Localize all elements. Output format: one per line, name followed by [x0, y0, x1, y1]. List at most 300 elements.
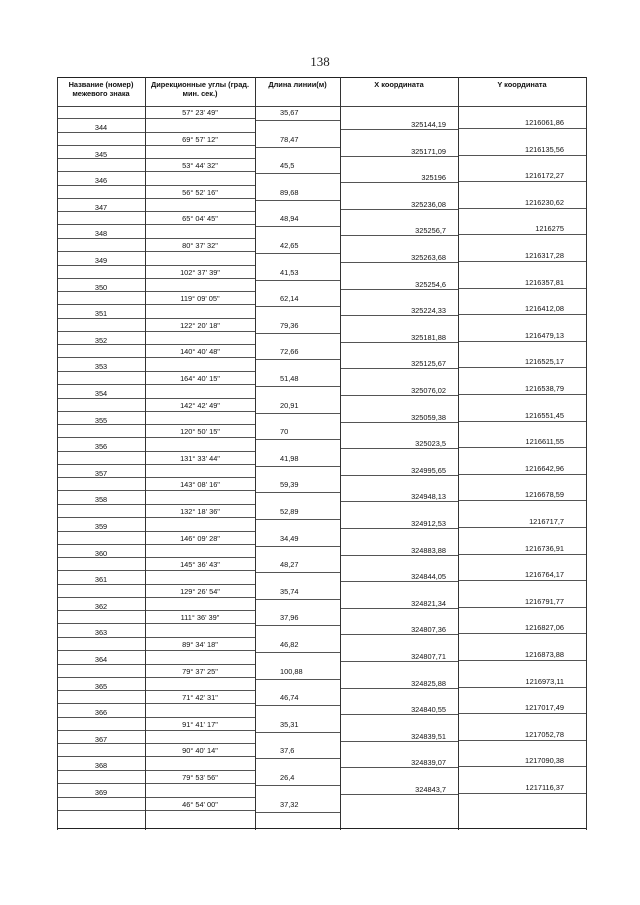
column-divider [145, 77, 146, 830]
row-divider [255, 572, 340, 573]
row-divider [57, 717, 145, 718]
boundary-mark-name: 344 [94, 123, 108, 132]
row-divider [57, 637, 145, 638]
y-coordinate: 1216973,11 [525, 676, 564, 686]
direction-angle: 119° 09' 05" [180, 294, 220, 304]
row-divider [57, 557, 145, 558]
direction-angle: 129° 26' 54" [180, 586, 220, 596]
row-divider [57, 650, 255, 651]
boundary-mark-name: 363 [94, 628, 108, 638]
row-divider [458, 474, 586, 475]
table-bottom-border [57, 828, 586, 829]
x-coordinate: 324948,13 [411, 492, 446, 502]
row-divider [255, 386, 340, 387]
line-length: 46,82 [280, 640, 299, 649]
row-divider [340, 395, 458, 396]
coordinates-table [57, 77, 586, 830]
row-divider [340, 342, 458, 343]
boundary-mark-name: 361 [94, 575, 108, 585]
row-divider [145, 504, 255, 505]
column-divider [458, 77, 459, 830]
row-divider [145, 477, 255, 478]
row-divider [145, 211, 255, 212]
row-divider [255, 652, 340, 653]
row-divider [340, 129, 458, 130]
direction-angle: 91° 41' 17" [182, 719, 218, 729]
x-coordinate: 325256,7 [415, 226, 446, 236]
line-length: 72,66 [280, 347, 299, 357]
row-divider [340, 581, 458, 582]
direction-angle: 145° 36' 43" [180, 560, 220, 570]
row-divider [458, 633, 586, 634]
y-coordinate: 1216736,91 [524, 543, 564, 553]
row-divider [57, 544, 255, 545]
row-divider [255, 173, 340, 174]
row-divider [340, 661, 458, 662]
row-divider [255, 439, 340, 440]
row-divider [57, 171, 255, 172]
boundary-mark-name: 359 [94, 522, 108, 531]
boundary-mark-name: 356 [94, 442, 108, 452]
y-coordinate: 1216525,17 [524, 357, 564, 367]
row-divider [57, 610, 145, 611]
row-divider [145, 770, 255, 771]
row-divider [57, 584, 145, 585]
row-divider [458, 288, 586, 289]
x-coordinate: 324912,53 [411, 519, 446, 528]
row-divider [57, 371, 145, 372]
boundary-mark-name: 348 [94, 229, 108, 239]
x-coordinate: 324839,51 [411, 731, 446, 741]
row-divider [57, 783, 255, 784]
row-divider [57, 398, 145, 399]
row-divider [57, 318, 145, 319]
line-length: 34,49 [280, 533, 299, 543]
column-divider [57, 77, 58, 830]
row-divider [57, 198, 255, 199]
direction-angle: 79° 37' 25" [182, 666, 218, 676]
direction-angle: 146° 09' 28" [180, 533, 220, 543]
row-divider [57, 756, 255, 757]
boundary-mark-name: 354 [94, 389, 108, 398]
row-divider [255, 333, 340, 334]
line-length: 62,14 [280, 294, 299, 304]
row-divider [145, 318, 255, 319]
line-length: 48,27 [280, 560, 299, 570]
row-divider [57, 278, 255, 279]
direction-angle: 89° 34' 18" [182, 640, 218, 649]
row-divider [458, 447, 586, 448]
boundary-mark-name: 352 [94, 335, 108, 345]
row-divider [57, 770, 145, 771]
boundary-mark-name: 357 [94, 468, 108, 478]
row-divider [57, 490, 255, 491]
x-coordinate: 324807,71 [411, 652, 446, 661]
line-length: 26,4 [280, 773, 295, 782]
row-divider [340, 368, 458, 369]
row-divider [57, 570, 255, 571]
row-divider [57, 730, 255, 731]
row-divider [145, 531, 255, 532]
row-divider [57, 185, 145, 186]
y-coordinate: 1216479,13 [524, 330, 564, 340]
row-divider [57, 810, 255, 811]
boundary-mark-name: 349 [94, 256, 108, 265]
row-divider [57, 531, 145, 532]
row-divider [255, 466, 340, 467]
row-divider [57, 597, 255, 598]
row-divider [340, 794, 458, 795]
row-divider [340, 448, 458, 449]
table-body [57, 107, 586, 830]
boundary-mark-name: 369 [94, 788, 108, 797]
y-coordinate: 1216061,86 [524, 118, 564, 127]
row-divider [57, 677, 255, 678]
x-coordinate: 325059,38 [411, 412, 446, 422]
row-divider [458, 394, 586, 395]
y-coordinate: 1216827,06 [524, 623, 564, 633]
row-divider [145, 690, 255, 691]
direction-angle: 69° 57' 12" [182, 134, 218, 144]
row-divider [255, 546, 340, 547]
x-coordinate: 324825,88 [411, 678, 446, 688]
row-divider [458, 607, 586, 608]
row-divider [145, 664, 255, 665]
row-divider [255, 732, 340, 733]
boundary-mark-name: 360 [94, 548, 108, 558]
row-divider [340, 501, 458, 502]
header-x: X координата [374, 80, 424, 89]
boundary-mark-name: 353 [94, 362, 108, 372]
y-coordinate: 1216172,27 [524, 171, 564, 181]
row-divider [145, 238, 255, 239]
row-divider [255, 280, 340, 281]
table-header [57, 77, 586, 107]
direction-angle: 142° 42' 49" [180, 400, 220, 410]
row-divider [57, 437, 255, 438]
row-divider [340, 741, 458, 742]
row-divider [145, 610, 255, 611]
y-coordinate: 1216357,81 [524, 277, 564, 287]
line-length: 37,6 [280, 746, 295, 756]
line-length: 35,67 [280, 108, 299, 117]
row-divider [57, 743, 145, 744]
y-coordinate: 1216275 [535, 224, 564, 234]
line-length: 48,94 [280, 214, 299, 224]
y-coordinate: 1216791,77 [524, 596, 564, 606]
column-divider [586, 77, 587, 830]
column-divider [255, 77, 256, 830]
row-divider [57, 477, 145, 478]
direction-angle: 46° 54' 00" [182, 799, 218, 809]
line-length: 100,88 [280, 666, 303, 676]
row-divider [57, 331, 255, 332]
line-length: 42,65 [280, 241, 299, 250]
direction-angle: 65° 04' 45" [182, 214, 218, 224]
boundary-mark-name: 367 [94, 734, 108, 744]
y-coordinate: 1217090,38 [524, 756, 564, 766]
row-divider [57, 145, 255, 146]
row-divider [57, 238, 145, 239]
row-divider [340, 262, 458, 263]
direction-angle: 57° 23' 49" [182, 108, 218, 117]
boundary-mark-name: 351 [94, 309, 108, 319]
row-divider [255, 758, 340, 759]
row-divider [255, 226, 340, 227]
row-divider [57, 411, 255, 412]
x-coordinate: 325181,88 [411, 332, 446, 342]
x-coordinate: 324995,65 [411, 465, 446, 475]
header-name: Название (номер) межевого знака [68, 80, 134, 98]
row-divider [255, 679, 340, 680]
line-length: 51,48 [280, 374, 299, 383]
boundary-mark-name: 345 [94, 149, 108, 159]
page-number: 138 [310, 54, 330, 69]
row-divider [145, 265, 255, 266]
row-divider [145, 185, 255, 186]
row-divider [340, 688, 458, 689]
row-divider [57, 304, 255, 305]
line-length: 35,74 [280, 586, 299, 596]
row-divider [458, 261, 586, 262]
x-coordinate: 325171,09 [411, 146, 446, 156]
row-divider [458, 687, 586, 688]
x-coordinate: 325023,5 [415, 439, 446, 449]
row-divider [340, 528, 458, 529]
x-coordinate: 324883,88 [411, 545, 446, 555]
row-divider [255, 306, 340, 307]
row-divider [255, 413, 340, 414]
x-coordinate: 324843,7 [415, 785, 446, 794]
row-divider [458, 314, 586, 315]
row-divider [255, 785, 340, 786]
y-coordinate: 1217017,49 [524, 703, 564, 713]
y-coordinate: 1216717,7 [529, 517, 564, 526]
line-length: 46,74 [280, 693, 299, 703]
row-divider [340, 289, 458, 290]
row-divider [255, 120, 340, 121]
row-divider [458, 527, 586, 528]
row-divider [255, 812, 340, 813]
header-angle: Дирекционные углы (град. мин. сек.) [150, 80, 250, 98]
x-coordinate: 324840,55 [411, 705, 446, 715]
boundary-mark-name: 368 [94, 761, 108, 771]
boundary-mark-name: 364 [94, 655, 108, 664]
row-divider [57, 797, 145, 798]
row-divider [458, 367, 586, 368]
x-coordinate: 324839,07 [411, 758, 446, 768]
row-divider [57, 211, 145, 212]
line-length: 45,5 [280, 161, 295, 171]
row-divider [145, 743, 255, 744]
line-length: 52,89 [280, 507, 299, 516]
y-coordinate: 1216642,96 [524, 463, 564, 473]
line-length: 41,53 [280, 267, 299, 277]
x-coordinate: 325144,19 [411, 120, 446, 129]
row-divider [57, 664, 145, 665]
y-coordinate: 1216678,59 [524, 490, 564, 500]
direction-angle: 56° 52' 16" [182, 187, 218, 197]
boundary-mark-name: 347 [94, 202, 108, 212]
direction-angle: 71° 42' 31" [182, 693, 218, 703]
row-divider [255, 599, 340, 600]
row-divider [458, 713, 586, 714]
direction-angle: 79° 53' 56" [182, 773, 218, 782]
x-coordinate: 325125,67 [411, 359, 446, 369]
row-divider [57, 265, 145, 266]
y-coordinate: 1216317,28 [524, 251, 564, 260]
row-divider [340, 422, 458, 423]
row-divider [340, 767, 458, 768]
row-divider [255, 625, 340, 626]
row-divider [340, 209, 458, 210]
row-divider [458, 766, 586, 767]
direction-angle: 131° 33' 44" [180, 453, 220, 463]
line-length: 37,32 [280, 799, 299, 809]
row-divider [57, 384, 255, 385]
row-divider [458, 740, 586, 741]
direction-angle: 102° 37' 39" [180, 267, 220, 277]
x-coordinate: 324844,05 [411, 572, 446, 582]
direction-angle: 53° 44' 32" [182, 161, 218, 171]
row-divider [458, 155, 586, 156]
row-divider [57, 517, 255, 518]
row-divider [145, 158, 255, 159]
row-divider [145, 344, 255, 345]
x-coordinate: 325236,08 [411, 199, 446, 209]
line-length: 89,68 [280, 187, 299, 197]
direction-angle: 90° 40' 14" [182, 746, 218, 756]
row-divider [255, 519, 340, 520]
row-divider [57, 158, 145, 159]
x-coordinate: 325224,33 [411, 306, 446, 316]
row-divider [57, 224, 255, 225]
row-divider [340, 608, 458, 609]
x-coordinate: 325196 [421, 173, 446, 183]
direction-angle: 80° 37' 32" [182, 241, 218, 250]
row-divider [57, 464, 255, 465]
line-length: 20,91 [280, 400, 299, 410]
row-divider [57, 357, 255, 358]
direction-angle: 143° 08' 16" [180, 480, 220, 490]
y-coordinate: 1217116,37 [525, 783, 564, 792]
row-divider [458, 554, 586, 555]
row-divider [57, 451, 145, 452]
x-coordinate: 325076,02 [411, 386, 446, 395]
row-divider [255, 359, 340, 360]
y-coordinate: 1216611,55 [525, 437, 564, 447]
row-divider [458, 421, 586, 422]
row-divider [340, 475, 458, 476]
direction-angle: 111° 36' 39" [180, 613, 220, 623]
row-divider [145, 797, 255, 798]
x-coordinate: 324807,36 [411, 625, 446, 635]
line-length: 35,31 [280, 719, 299, 729]
boundary-mark-name: 358 [94, 495, 108, 505]
row-divider [57, 504, 145, 505]
boundary-mark-name: 346 [94, 176, 108, 186]
header-y: Y координата [497, 80, 547, 89]
y-coordinate: 1216551,45 [524, 410, 564, 420]
row-divider [340, 156, 458, 157]
y-coordinate: 1217052,78 [524, 729, 564, 739]
row-divider [57, 291, 145, 292]
row-divider [340, 714, 458, 715]
boundary-mark-name: 350 [94, 282, 108, 292]
row-divider [458, 660, 586, 661]
row-divider [145, 291, 255, 292]
direction-angle: 140° 40' 48" [180, 347, 220, 357]
column-divider [340, 77, 341, 830]
row-divider [57, 703, 255, 704]
row-divider [458, 341, 586, 342]
line-length: 37,96 [280, 613, 299, 623]
row-divider [145, 398, 255, 399]
direction-angle: 122° 20' 18" [180, 320, 220, 330]
x-coordinate: 325254,6 [415, 279, 446, 289]
line-length: 78,47 [280, 134, 299, 144]
direction-angle: 164° 40' 15" [180, 374, 220, 383]
row-divider [57, 251, 255, 252]
y-coordinate: 1216764,17 [524, 570, 564, 580]
row-divider [255, 705, 340, 706]
row-divider [458, 208, 586, 209]
row-divider [458, 500, 586, 501]
x-coordinate: 324821,34 [411, 598, 446, 608]
row-divider [340, 315, 458, 316]
row-divider [255, 200, 340, 201]
row-divider [145, 717, 255, 718]
row-divider [145, 424, 255, 425]
boundary-mark-name: 365 [94, 681, 108, 691]
row-divider [145, 637, 255, 638]
y-coordinate: 1216230,62 [524, 197, 564, 207]
row-divider [458, 234, 586, 235]
row-divider [57, 690, 145, 691]
row-divider [458, 128, 586, 129]
boundary-mark-name: 366 [94, 708, 108, 718]
row-divider [340, 555, 458, 556]
row-divider [57, 132, 145, 133]
row-divider [145, 132, 255, 133]
row-divider [458, 793, 586, 794]
row-divider [255, 147, 340, 148]
direction-angle: 120° 50' 15" [180, 427, 220, 437]
y-coordinate: 1216412,08 [524, 304, 564, 314]
y-coordinate: 1216538,79 [524, 384, 564, 393]
row-divider [255, 253, 340, 254]
row-divider [458, 181, 586, 182]
line-length: 70 [280, 427, 289, 437]
row-divider [340, 235, 458, 236]
row-divider [57, 623, 255, 624]
row-divider [145, 451, 255, 452]
row-divider [145, 371, 255, 372]
row-divider [145, 584, 255, 585]
row-divider [340, 634, 458, 635]
x-coordinate: 325263,68 [411, 253, 446, 262]
row-divider [57, 118, 255, 119]
boundary-mark-name: 362 [94, 601, 108, 611]
row-divider [57, 424, 145, 425]
row-divider [255, 492, 340, 493]
line-length: 41,98 [280, 453, 299, 463]
row-divider [340, 182, 458, 183]
row-divider [145, 557, 255, 558]
line-length: 79,36 [280, 320, 299, 330]
line-length: 59,39 [280, 480, 299, 490]
boundary-mark-name: 355 [94, 415, 108, 425]
